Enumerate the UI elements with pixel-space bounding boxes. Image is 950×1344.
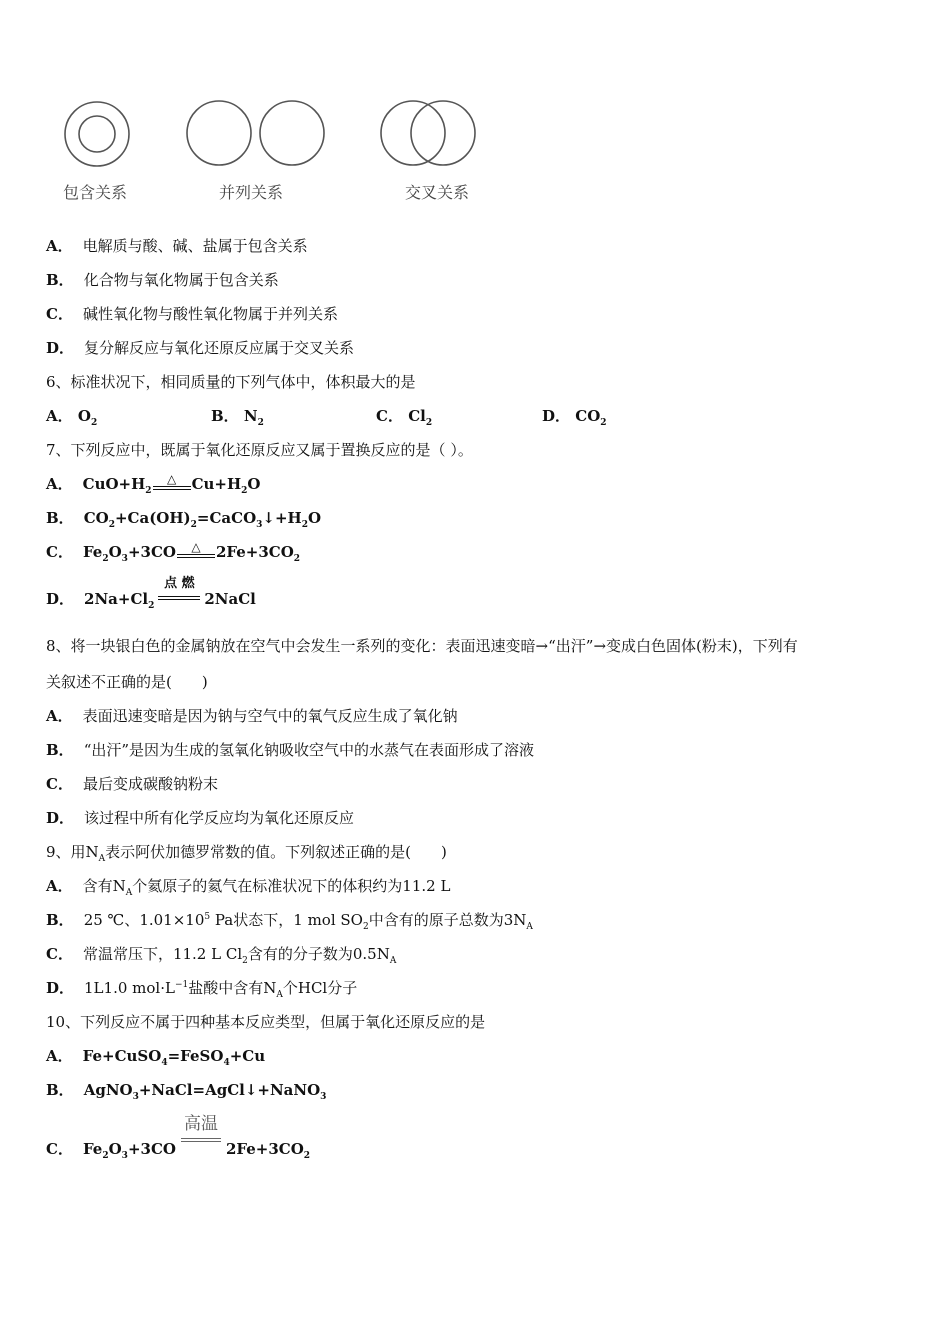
q9-option-a: [46, 876, 450, 896]
formula: O: [77, 407, 91, 425]
condition-high-temp-label: 高温: [183, 1114, 218, 1134]
label-cross: 交叉关系: [405, 183, 470, 202]
option-text: 常温常压下，11.2 L Cl: [82, 945, 243, 963]
option-key: D．: [46, 979, 75, 997]
formula: Fe: [82, 1140, 103, 1158]
subscript: 2: [362, 922, 369, 932]
formula: CO: [83, 509, 109, 527]
parallel-right-circle: [260, 101, 324, 165]
q5-option-c: [46, 304, 338, 324]
q8-option-d: [46, 808, 354, 828]
q8-option-b: [46, 740, 534, 760]
option-key: A．: [46, 407, 73, 425]
option-text: 含有N: [82, 877, 126, 895]
subscript: A: [389, 956, 397, 966]
formula: Fe: [82, 543, 103, 561]
option-text: 25 ℃、1.01×10: [83, 911, 205, 929]
option-key: D．: [542, 407, 571, 425]
formula: 2Fe+3CO: [225, 1140, 304, 1158]
formula: O: [307, 509, 322, 527]
q7-stem: 7、下列反应中，既属于氧化还原反应又属于置换反应的是（ ）。: [46, 441, 473, 459]
option-key: D．: [46, 809, 75, 827]
option-text: 最后变成碳酸钠粉末: [82, 775, 218, 793]
option-key: A．: [46, 877, 73, 895]
formula: +3CO: [127, 1140, 176, 1158]
option-text: 含有的分子数为0.5N: [247, 945, 390, 963]
formula: +Cu: [229, 1047, 266, 1065]
q6-option-b: [211, 406, 264, 426]
subscript: 2: [190, 520, 197, 530]
stem-text: 9、用N: [46, 843, 99, 861]
option-text: 复分解反应与氧化还原反应属于交叉关系: [84, 339, 355, 357]
subscript: 4: [161, 1058, 168, 1068]
option-key: C．: [46, 543, 73, 561]
option-key: B．: [46, 271, 74, 289]
option-key: A．: [46, 707, 73, 725]
reaction-condition-arrow: [158, 576, 200, 610]
formula: +NaCl=AgCl↓+NaNO: [138, 1081, 321, 1099]
q6-option-c: [376, 406, 432, 426]
contain-inner-circle: [79, 116, 115, 152]
subscript: 2: [301, 520, 308, 530]
option-text: Pa状态下，1 mol SO: [210, 911, 363, 929]
q8-option-a: [46, 706, 458, 726]
q5-option-a: [46, 236, 308, 256]
parallel-left-circle: [187, 101, 251, 165]
subscript: 3: [256, 520, 263, 530]
subscript: 3: [121, 1151, 128, 1161]
q9-option-b: [46, 910, 533, 930]
formula: +Ca(OH): [114, 509, 191, 527]
q8-option-c: [46, 774, 218, 794]
option-key: B．: [46, 1081, 74, 1099]
formula: N: [243, 407, 258, 425]
subscript: 2: [90, 418, 98, 428]
q7-option-d: [46, 576, 256, 611]
subscript: A: [125, 888, 133, 898]
option-text: “出汗”是因为生成的氢氧化钠吸收空气中的水蒸气在表面形成了溶液: [83, 741, 535, 759]
option-key: A．: [46, 475, 73, 493]
contain-outer-circle: [65, 102, 129, 166]
formula: =CaCO: [196, 509, 257, 527]
subscript: 3: [320, 1092, 327, 1102]
q10-stem: 10、下列反应不属于四种基本反应类型，但属于氧化还原反应的是: [46, 1013, 486, 1031]
option-text: 个HCl分子: [282, 979, 358, 997]
formula: =FeSO: [167, 1047, 224, 1065]
option-text: 碱性氧化物与酸性氧化物属于并列关系: [82, 305, 338, 323]
subscript: 2: [600, 418, 607, 428]
subscript: 2: [241, 486, 248, 496]
option-key: B．: [46, 509, 74, 527]
option-text: 表面迅速变暗是因为钠与空气中的氧气反应生成了氧化钠: [82, 707, 458, 725]
q5-option-d: [46, 338, 354, 358]
formula: Cu+H: [191, 475, 242, 493]
q10-option-c: [46, 1114, 311, 1161]
formula: O: [108, 1140, 122, 1158]
label-parallel: 并列关系: [219, 183, 284, 202]
subscript: 2: [108, 520, 115, 530]
option-text: 中含有的原子总数为3N: [368, 911, 527, 929]
subscript: 2: [102, 1151, 109, 1161]
subscript: 3: [121, 554, 128, 564]
option-text: 电解质与酸、碱、盐属于包含关系: [82, 237, 308, 255]
formula: AgNO: [83, 1081, 133, 1099]
subscript: 2: [257, 418, 264, 428]
option-key: B．: [211, 407, 239, 425]
subscript: A: [276, 990, 283, 1000]
cross-right-circle: [411, 101, 475, 165]
q9-option-d: [46, 978, 357, 998]
formula: Cl: [408, 407, 426, 425]
subscript: 2: [293, 554, 301, 564]
subscript: 2: [102, 554, 109, 564]
option-key: B．: [46, 741, 74, 759]
q7-option-c: [46, 542, 300, 563]
formula: 2NaCl: [204, 590, 256, 608]
formula: O: [108, 543, 122, 561]
q10-option-b: [46, 1080, 326, 1100]
subscript: 4: [223, 1058, 230, 1068]
stem-text: 表示阿伏加德罗常数的值。下列叙述正确的是( ): [105, 843, 447, 861]
formula: CuO+H: [82, 475, 146, 493]
superscript: 5: [204, 912, 211, 922]
option-key: C．: [46, 305, 73, 323]
option-key: D．: [46, 339, 75, 357]
option-text: 1L1.0 mol·L: [84, 979, 175, 997]
formula: 2Na+Cl: [84, 590, 149, 608]
option-text: 化合物与氧化物属于包含关系: [83, 271, 279, 289]
formula: O: [247, 475, 261, 493]
q9-stem: [46, 842, 447, 862]
option-key: A．: [46, 1047, 73, 1065]
q6-stem: 6、标准状况下，相同质量的下列气体中，体积最大的是: [46, 373, 416, 391]
option-key: C．: [46, 1140, 73, 1158]
formula: CO: [575, 407, 601, 425]
formula: 2Fe+3CO: [215, 543, 294, 561]
formula: ↓+H: [262, 509, 302, 527]
subscript: 2: [242, 956, 248, 966]
q6-option-a: [46, 406, 97, 426]
option-text: 个氦原子的氦气在标准状况下的体积约为11.2 L: [132, 877, 451, 895]
q7-option-b: [46, 508, 321, 528]
option-key: C．: [46, 775, 73, 793]
relationship-diagram: [0, 0, 950, 215]
q7-option-a: [46, 474, 261, 495]
subscript: 2: [425, 418, 433, 428]
option-key: A．: [46, 237, 73, 255]
label-contain: 包含关系: [63, 183, 128, 202]
reaction-condition-arrow: [181, 1114, 221, 1160]
formula: Fe+CuSO: [82, 1047, 162, 1065]
option-key: B．: [46, 911, 74, 929]
q6-options: [46, 406, 646, 426]
subscript: 2: [148, 601, 155, 611]
subscript: A: [98, 854, 106, 864]
option-key: C．: [376, 407, 403, 425]
condition-heat-label: △: [191, 540, 201, 554]
option-text: 该过程中所有化学反应均为氧化还原反应: [84, 809, 355, 827]
superscript: −1: [174, 980, 189, 990]
q5-option-b: [46, 270, 279, 290]
option-text: 盐酸中含有N: [188, 979, 277, 997]
subscript: 2: [145, 486, 152, 496]
q6-option-d: [542, 406, 607, 426]
cross-left-circle: [381, 101, 445, 165]
condition-heat-label: △: [166, 472, 177, 486]
subscript: A: [526, 922, 533, 932]
q9-option-c: [46, 944, 396, 964]
subscript: 3: [132, 1092, 139, 1102]
reaction-condition-arrow: [153, 472, 191, 495]
reaction-condition-arrow: [177, 540, 215, 563]
condition-ignite-label: 点 燃: [164, 576, 195, 591]
subscript: 2: [303, 1151, 311, 1161]
formula: +3CO: [127, 543, 176, 561]
option-key: C．: [46, 945, 73, 963]
q8-stem-line2: 关叙述不正确的是( ): [46, 673, 208, 691]
q10-option-a: [46, 1046, 265, 1066]
q8-stem-line1: 8、将一块银白色的金属钠放在空气中会发生一系列的变化：表面迅速变暗→“出汗”→变成白色固体(粉末)，下列有: [46, 637, 798, 655]
option-key: D．: [46, 590, 75, 608]
